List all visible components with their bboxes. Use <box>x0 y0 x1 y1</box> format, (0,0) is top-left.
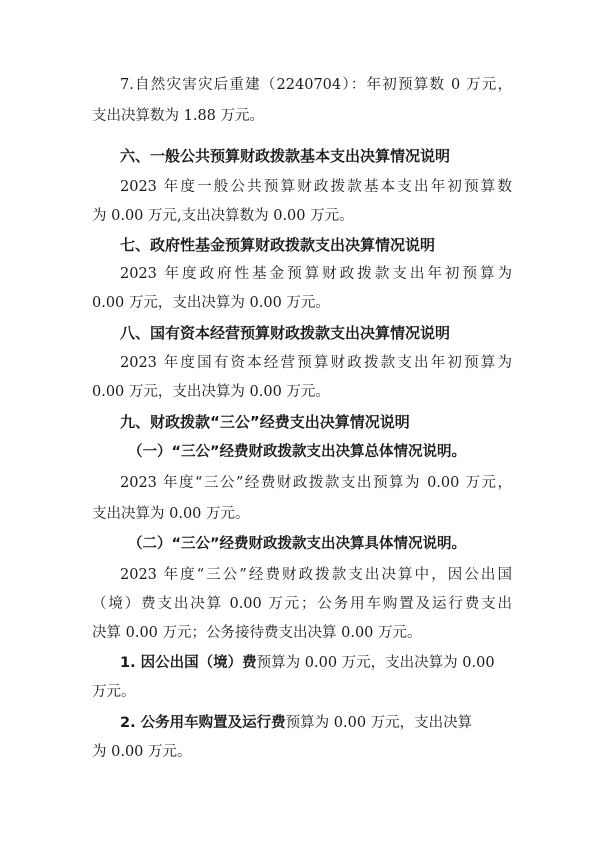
item7-line1: 7.自然灾害灾后重建（2240704）：年初预算数 0 万元， <box>120 77 512 93</box>
item2-label: 2. 公务用车购置及运行费 <box>120 715 286 731</box>
section8-heading: 八、国有资本经营预算财政拨款支出决算情况说明 <box>120 324 451 342</box>
section7-line1: 2023 年度政府性基金预算财政拨款支出年初预算为 <box>120 266 512 282</box>
section9-item1-line2: 万元。 <box>92 684 136 700</box>
item2-text: 预算为 0.00 万元，支出决算 <box>285 715 473 731</box>
section7-line2: 0.00 万元，支出决算为 0.00 万元。 <box>92 295 330 311</box>
section9-sub1-heading: （一）“三公”经费财政拨款支出决算总体情况说明。 <box>128 444 467 460</box>
section9-item1-line1 <box>120 653 512 673</box>
section8-line1: 2023 年度国有资本经营预算财政拨款支出年初预算为 <box>120 355 512 371</box>
item1-label: 1. 因公出国（境）费 <box>120 655 257 671</box>
item1-text: 预算为 0.00 万元，支出决算为 0.00 <box>256 655 495 671</box>
section9-item2-line1 <box>120 713 512 733</box>
section9-item2-line2: 为 0.00 万元。 <box>92 744 192 760</box>
section9-sub2-line1: 2023 年度“三公”经费财政拨款支出决算中，因公出国 <box>120 567 512 583</box>
section9-sub1-line2: 支出决算为 0.00 万元。 <box>92 506 250 522</box>
section8-line2: 0.00 万元，支出决算为 0.00 万元。 <box>92 384 330 400</box>
section7-heading: 七、政府性基金预算财政拨款支出决算情况说明 <box>120 236 436 254</box>
item7-line2: 支出决算数为 1.88 万元。 <box>92 108 265 124</box>
section9-sub1-line1: 2023 年度“三公”经费财政拨款支出预算为 0.00 万元， <box>120 475 512 491</box>
section9-sub2-heading: （二）“三公”经费财政拨款支出决算具体情况说明。 <box>128 536 467 552</box>
section9-sub2-line3: 决算 0.00 万元；公务接待费支出决算 0.00 万元。 <box>92 625 422 641</box>
section6-line2: 为 0.00 万元,支出决算数为 0.00 万元。 <box>92 208 354 224</box>
section6-line1: 2023 年度一般公共预算财政拨款基本支出年初预算数 <box>120 179 512 195</box>
section9-heading: 九、财政拨款“三公”经费支出决算情况说明 <box>120 413 410 431</box>
section6-heading: 六、一般公共预算财政拨款基本支出决算情况说明 <box>120 147 451 165</box>
section9-sub2-line2: （境）费支出决算 0.00 万元；公务用车购置及运行费支出 <box>92 596 512 612</box>
